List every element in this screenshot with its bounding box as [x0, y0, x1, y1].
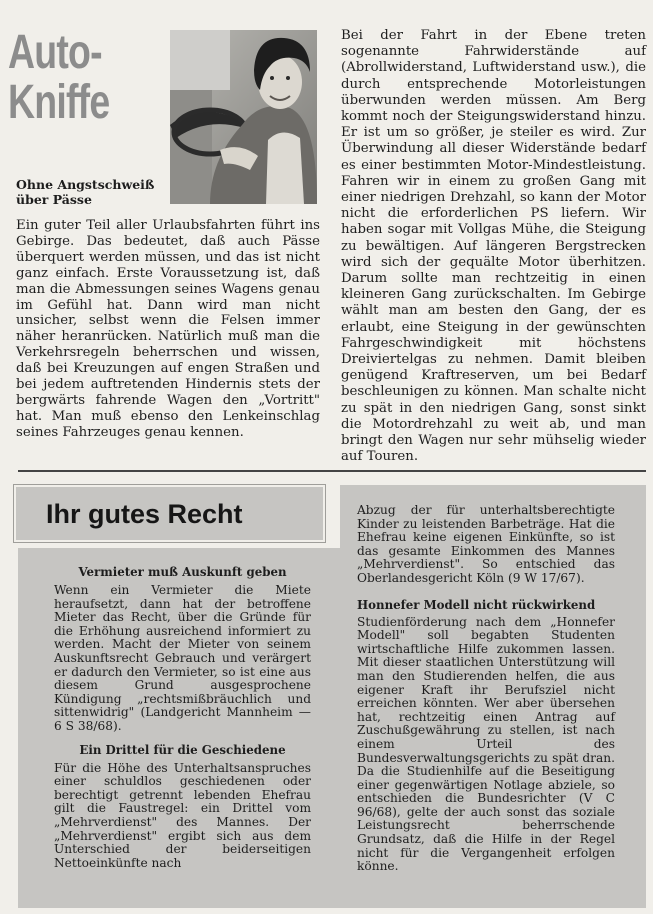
- legal-left-column: [54, 565, 311, 870]
- article-title: [8, 28, 109, 128]
- subhead-line-1: Ohne Angstschweiß: [16, 177, 155, 192]
- article-subhead: [16, 177, 166, 207]
- article-left-text: Ein guter Teil aller Urlaubsfahrten führt ins Gebirge. Das bedeutet, daß auch Pässe überquert werden müssen, und das ist nicht ganz einfach. Erste Voraussetzung ist, daß man die Abmessungen seines Wagens genau im Gefühl hat. Dann wird man nicht unsicher, selbst wenn die Felsen immer näher heranrücken. Natürlich muß man die Verkehrsregeln beherrschen und wissen, daß bei Kreuzungen auf engen Straßen und bei jedem auftretenden Hindernis stets der bergwärts fahrende Wagen den „Vortritt" hat. Man muß ebenso den Lenkeinschlag seines Fahrzeuges genau kennen.: [16, 218, 320, 440]
- section-text-divorcee-continued: Abzug der für unterhaltsberechtigte Kinder zu leistenden Barbeträge. Hat die Ehefrau keine eigenen Einkünfte, so ist das gesamte Einkommen des Mannes „Mehrverdienst". So entschied das Oberlandesgericht Köln (9 W 17/67).: [357, 503, 615, 585]
- subhead-line-2: über Pässe: [16, 192, 92, 207]
- article-right-column: [341, 28, 646, 465]
- section-heading-divorcee: Ein Drittel für die Geschiedene: [79, 742, 286, 757]
- section-heading-honnef: Honnefer Modell nicht rückwirkend: [357, 597, 596, 612]
- title-line-1: Auto-: [8, 26, 102, 79]
- section-text-divorcee: Für die Höhe des Unterhaltsanspruches einer schuldlos geschiedenen oder berechtigt getrennt lebenden Ehefrau gilt die Faustregel: ein Drittel vom „Mehrverdienst" des Mannes. Der „Mehrverdienst" ergibt sich aus dem Unterschied der beiderseitigen Nettoeinkünfte nach: [54, 760, 311, 870]
- title-line-2: Kniffe: [8, 76, 110, 129]
- section-divider: [18, 470, 646, 472]
- article-left-column: [16, 218, 320, 441]
- section-text-tenant: Wenn ein Vermieter die Miete heraufsetzt, dann hat der betroffene Mieter das Recht, über die Gründe für die Erhöhung ausreichend informiert zu werden. Macht der Mieter von seinem Auskunftsrecht Gebrauch und verärgert er dadurch den Vermieter, so ist eine aus diesem Grund ausgesprochene Kündigung „rechtsmißbräuchlich und sittenwidrig" (Landgericht Mannheim — 6 S 38/68).: [54, 583, 311, 733]
- legal-banner-title: Ihr gutes Recht: [46, 499, 243, 529]
- article-right-text: Bei der Fahrt in der Ebene treten sogenannte Fahrwiderstände auf (Abrollwiderstand, Luftwiderstand usw.), die durch entsprechende Motorleistungen überwunden werden müssen. Am Berg kommt noch der Steigungswiderstand hinzu. Er ist um so größer, je steiler es wird. Zur Überwindung all dieser Widerstände bedarf es einer bestimmten Motor-Mindestleistung. Fahren wir in einem zu großen Gang mit einer niedrigen Drehzahl, so kann der Motor nicht die erforderlichen PS liefern. Wir haben sogar mit Vollgas Mühe, die Steigung zu bewältigen. Auf längeren Bergstrecken wird sich der gequälte Motor überhitzen. Darum sollte man rechtzeitig in einen kleineren Gang zurückschalten. Im Gebirge wählt man am besten den Gang, der es erlaubt, eine Steigung in der gewünschten Fahrgeschwindigkeit mit höchstens Dreiviertelgas zu nehmen. Damit bleiben genügend Kraftreserven, um bei Bedarf beschleunigen zu können. Man schalte nicht zu spät in den niedrigen Gang, sonst sinkt die Motordrehzahl zu weit ab, und man bringt den Wagen nur sehr mühselig wieder auf Touren.: [341, 28, 646, 465]
- photo-illustration: [170, 30, 317, 204]
- woman-driving-photo: [170, 30, 317, 204]
- section-heading-tenant: Vermieter muß Auskunft geben: [78, 565, 287, 579]
- legal-right-column: [357, 504, 615, 874]
- section-text-honnef: Studienförderung nach dem „Honnefer Modell" soll begabten Studenten wirtschaftliche Hilfe zukommen lassen. Mit dieser staatlichen Unterstützung will man den Studierenden helfen, die aus eigener Kraft ihr Berufsziel nicht erreichen könnten. Wer aber übersehen hat, rechtzeitig einen Antrag auf Zuschußgewährung zu stellen, ist nach einem Urteil des Bundesverwaltungsgerichts zu spät dran. Da die Studienhilfe auf die Beseitigung einer gegenwärtigen Notlage abziele, so entschieden die Bundesrichter (V C 96/68), gelte der auch sonst das soziale Leistungsrecht beherrschende Grundsatz, daß die Hilfe in der Regel nicht für die Vergangenheit erfolgen könne.: [357, 614, 615, 874]
